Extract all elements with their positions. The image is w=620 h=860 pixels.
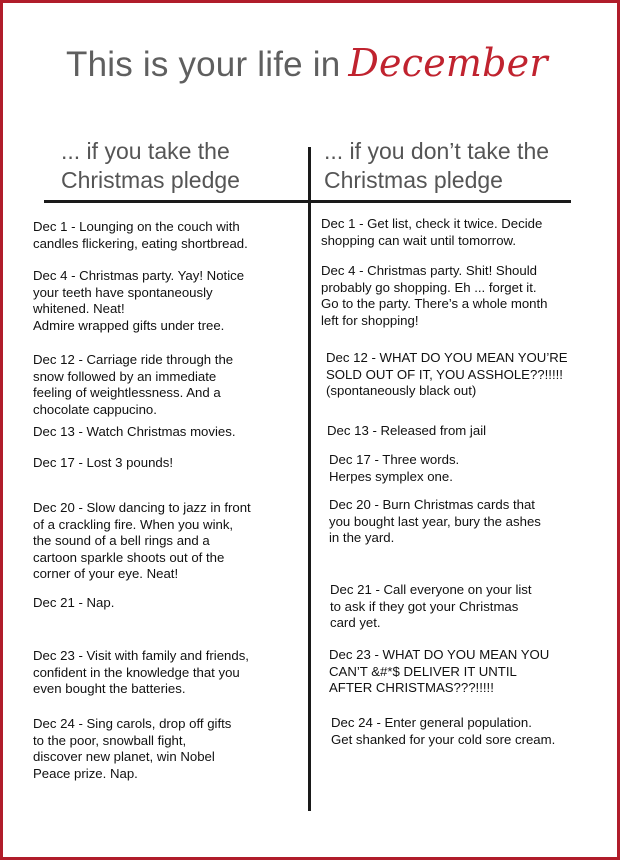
right-entry-dec-13: Dec 13 - Released from jail xyxy=(327,423,487,438)
left-entry-dec-23: Dec 23 - Visit with family and friends, confident in the knowledge that you even bought the batteries. xyxy=(33,648,249,696)
vertical-divider xyxy=(308,147,311,811)
title-prefix: This is your life in xyxy=(66,45,341,84)
left-entry-dec-1: Dec 1 - Lounging on the couch with candles flickering, eating shortbread. xyxy=(33,219,248,251)
left-entry-dec-20: Dec 20 - Slow dancing to jazz in front of a crackling fire. When you wink, the sound of a bell rings and a cartoon sparkle shoots out of the corner of your eye. Neat! xyxy=(33,500,251,581)
left-entry-dec-4: Dec 4 - Christmas party. Yay! Notice your teeth have spontaneously whitened. Neat! Admire wrapped gifts under tree. xyxy=(33,268,245,333)
right-entry-dec-24: Dec 24 - Enter general population. Get shanked for your cold sore cream. xyxy=(331,715,556,747)
left-entry-dec-13: Dec 13 - Watch Christmas movies. xyxy=(33,424,236,439)
right-entry-dec-20: Dec 20 - Burn Christmas cards that you bought last year, bury the ashes in the yard. xyxy=(329,497,541,545)
right-entry-dec-4: Dec 4 - Christmas party. Shit! Should probably go shopping. Eh ... forget it. Go to the party. There’s a whole month left for shopping! xyxy=(321,263,548,328)
left-entry-dec-12: Dec 12 - Carriage ride through the snow followed by an immediate feeling of weightlessness. And a chocolate cappucino. xyxy=(33,352,234,417)
right-entry-dec-21: Dec 21 - Call everyone on your list to ask if they got your Christmas card yet. xyxy=(330,582,532,630)
right-column-heading: ... if you don’t take the Christmas pledge xyxy=(324,138,550,193)
right-entry-dec-23: Dec 23 - WHAT DO YOU MEAN YOU CAN’T &#*$ DELIVER IT UNTIL AFTER CHRISTMAS???!!!!! xyxy=(329,647,550,695)
right-entry-dec-17: Dec 17 - Three words. Herpes symplex one. xyxy=(329,452,460,484)
page-title xyxy=(66,41,548,85)
right-entry-dec-12: Dec 12 - WHAT DO YOU MEAN YOU’RE SOLD OUT OF IT, YOU ASSHOLE??!!!!! (spontaneously black out) xyxy=(326,350,568,398)
right-entry-dec-1: Dec 1 - Get list, check it twice. Decide shopping can wait until tomorrow. xyxy=(321,216,543,248)
left-entry-dec-21: Dec 21 - Nap. xyxy=(33,595,115,610)
left-column-heading: ... if you take the Christmas pledge xyxy=(61,138,240,193)
left-entry-dec-24: Dec 24 - Sing carols, drop off gifts to the poor, snowball fight, discover new planet, win Nobel Peace prize. Nap. xyxy=(33,716,232,781)
title-month-script: December xyxy=(348,41,548,85)
left-entry-dec-17: Dec 17 - Lost 3 pounds! xyxy=(33,455,174,470)
